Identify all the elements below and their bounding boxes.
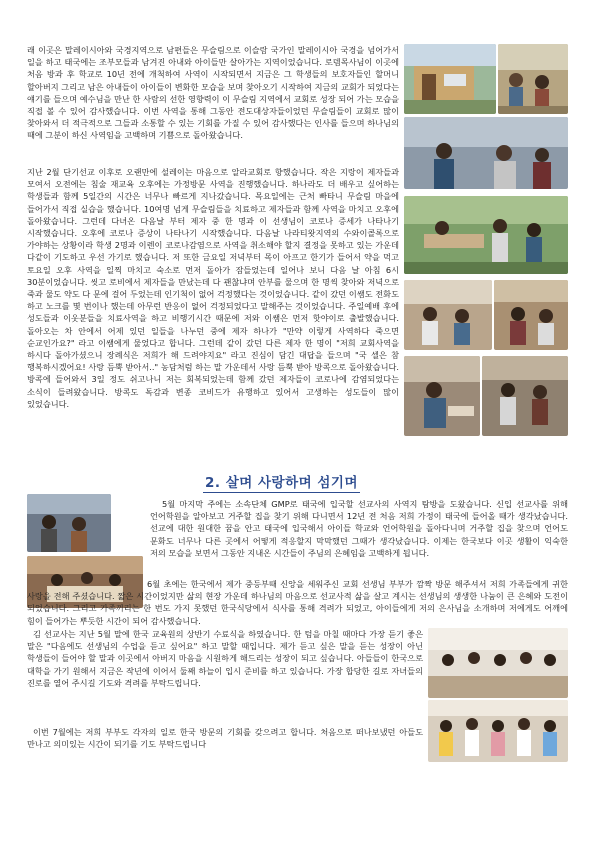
photo-outdoor-treatment — [404, 196, 568, 274]
photo-indoor-session-right — [494, 280, 568, 350]
photo-graduation-ceremony — [428, 628, 568, 698]
photo-indoor-session-left — [404, 280, 492, 350]
photo-treatment-left — [404, 356, 480, 436]
section2-paragraph4: 이번 7월에는 저희 부부도 각자의 일로 한국 방문의 기회를 갖으려고 합니다. 처음으로 떠나보냈던 아들도 만나고 의미있는 시간이 되기를 기도 부탁드립니다 — [27, 727, 423, 750]
photo-graduation-group — [428, 700, 568, 762]
section2-heading: 2. 살며 사랑하며 섬기며 — [203, 471, 360, 493]
photo-treatment-right — [482, 356, 568, 436]
section2-paragraph3: 김 선교사는 지난 5월 말에 한국 교육원의 상반기 수료식을 하였습니다. 한 텀을 마칠 때마다 가장 듣기 좋은 말은 "다음에도 선생님의 수업을 듣고 싶어요" 하고 말할 때입니다. 제가 듣고 싶은 말을 듣는 성장이 아닌 학생들이 들어야 할 말과 이곳에서 아버지 마음을 시원하게 해드리는 성장이 되고 싶습니다. 아들들이 한국으로 대학을 가기 원해서 지금은 작년에 이어서 둘째 하늘이 입시 준비를 하고 있습니다. 가장 합당한 길로 자녀들의 진로를 열어 주시길 기도와 격려를 부탁드립니다. — [27, 629, 423, 688]
section2-paragraph2: 6월 초에는 한국에서 제가 중등부때 신앙을 세워주신 교회 선생님 부부가 깜짝 방문 해주셔서 저희 가족들에게 귀한 사랑을 전해 주셨습니다. 짧은 시간이었지만 삶의 현장 가운데 하나님의 마음으로 선교사적 삶을 살고 계시는 선생님의 생생한 나눔이 큰 은혜와 도전이 되었습니다. 그리고 가족끼리는 한 번도 가지 못했던 한국식당에서 식사를 통해 격려가 되었고, 아이들에게 저의 은사님을 소개하며 저에게도 어깨에 힘이 들어가는 뿌듯한 시간이 되어 감사했습니다. — [27, 579, 568, 626]
section1-paragraph2: 지난 2월 단기선교 이후로 오랜만에 설레이는 마음으로 알라교회로 향했습니다. 작은 지랑이 제자들과 모여서 오전에는 침술 재교육 오후에는 가정방문 사역을 진행했습니다. 하나라도 더 배우고 싶어하는 학생들과 함께 5일간의 시간은 너무나 빠르게 지나갔습니다. 목요일에는 근처 빠타니 무슬림 마을에 들어가서 직접 실습을 했습니다. 10여명 넘게 무슬림들을 치료하고 제자들과 함께 사역을 마치고 오후에 돌아왔습니다. 그런데 다녀온 다음날 부터 제자 중 한 명과 이 선생님이 코로나 증세가 나타나기 시작했습니다. 오후에 코로나 증상이 나타나기 시작했습니다. 다음날 나라티왓지역의 수와이콜록으로 가야하는 상황이라 학생 2명과 이렌이 코로나감염으로 사역을 취소해야 할지 결정을 못하고 있는 가운데 다같이 기도하고 우선 가기로 했습니다. 저 또한 금요일 저녁부터 목이 아프고 한기가 들어서 약을 먹고 토요일 오후 사역을 일찍 마치고 숙소로 먼저 돌아가 잠들었는데 일어나 보니 다음 날 아침 6시 30분이었습니다. 씻고 로비에서 제자들을 만났는데 다 괜찮냐며 안부를 물으며 한 명씩 찾아와 저녁으로 죽과 물도 약도 다 문에 걸어 두었는데 인기척이 없어 걱정했다는 것이었습니다. 같이 갔던 이쌤도 전화도 하고 노크를 몇 번이나 했는데 아무런 반응이 없어 걱정되었다고 말해주는 것이었습니다. 주일예배 후에 성도들과 이웃분들을 치료사역을 하고 비행기시간 때문에 저와 이쌤은 먼저 핫야이로 출발했습니다. 돌아오는 차 안에서 어제 있던 일들을 나누던 중에 제자 하나가 "만약 이렇게 사역하다 죽으면 순교인가요?" 라고 이쌤에게 물었다고 합니다. 그런데 같이 갔던 다른 제자 한 명이 "저희 교회사역을 하시다 돌아가셨으니 장례식은 저희가 해 드려야지요" 라고 진심이 담긴 대답을 들으며 "국 셀은 참 행복하시겠어요! 사랑 듬뿍 받아서.." 농담처럼 하는 말 가운데서 사랑 듬뿍 받아 방콕으로 돌아왔습니다. 방콕에 들어와서 3일 정도 쉬고나니 저는 회복되었는데 함께 갔던 제자들이 코로나에 감염되었다는 소식이 들려왔습니다. 방콕도 독감과 변종 코비드가 유행하고 있어서 고생하는 성도들이 많이 있었습니다. — [27, 167, 399, 409]
photo-church-outside — [404, 44, 496, 114]
section2-paragraph1: 5월 마지막 주에는 소속단체 GMP로 태국에 입국할 선교사의 사역지 탐방을 도왔습니다. 신입 선교사를 위해 언어학원을 알아보고 거주할 집을 찾기 위해 다니면서 12년 전 처음 저희 가정이 태국에 들어올 때가 생각났습니다. 선교에 대한 원대한 꿈을 안고 태국에 입국해서 아이들 학교와 언어학원을 돌아다니며 거주할 집을 찾으며 언어도 문화도 너무나 다른 곳에서 어떻게 적응할지 막막했던 그때가 생각났습니다. 이제는 한국보다 이곳 생활이 익숙한 저의 모습을 보면서 그동안 지내온 시간들이 주님의 은혜임을 고백하게 됩니다. — [150, 499, 568, 558]
section1-paragraph1: 래 이곳은 말레이시아와 국경지역으로 남편들은 무슬림으로 이슬람 국가인 말레이시아 국경을 넘어가서 일을 하고 태국에는 조부모들과 남겨진 아내와 아이들만 살아가는 지역이었습니다. 로뎀목사님이 이곳에 처음 방과 후 학교로 10년 전에 개척하여 사역이 시작되면서 지금은 그 학생들의 보호자들인 할머니 할아버지 그리고 남은 아내들이 아이들이 변화한 모습을 보며 찾아오기 시작하여 지금의 교회가 되었다는 얘기를 들으며 예수님을 만난 한 사람의 선한 영향력이 이 무슬림 지역에서 교회로 성장 되어 가는 모습을 직접 볼 수 있어 감사했습니다. 이번 사역을 통해 그동안 전도대상자들이었던 무슬림들이 교회로 많이 찾아와서 더 적극적으로 그들과 소통할 수 있는 기회를 가질 수 있어 감사했다는 인사를 들으며 하나님의 때에 그분이 하신 사역임을 고백하며 기쁨으로 돌아왔습니다. — [27, 45, 399, 141]
photo-language-school — [27, 494, 111, 552]
photo-home-visit — [404, 117, 568, 189]
photo-church-group — [498, 44, 568, 114]
